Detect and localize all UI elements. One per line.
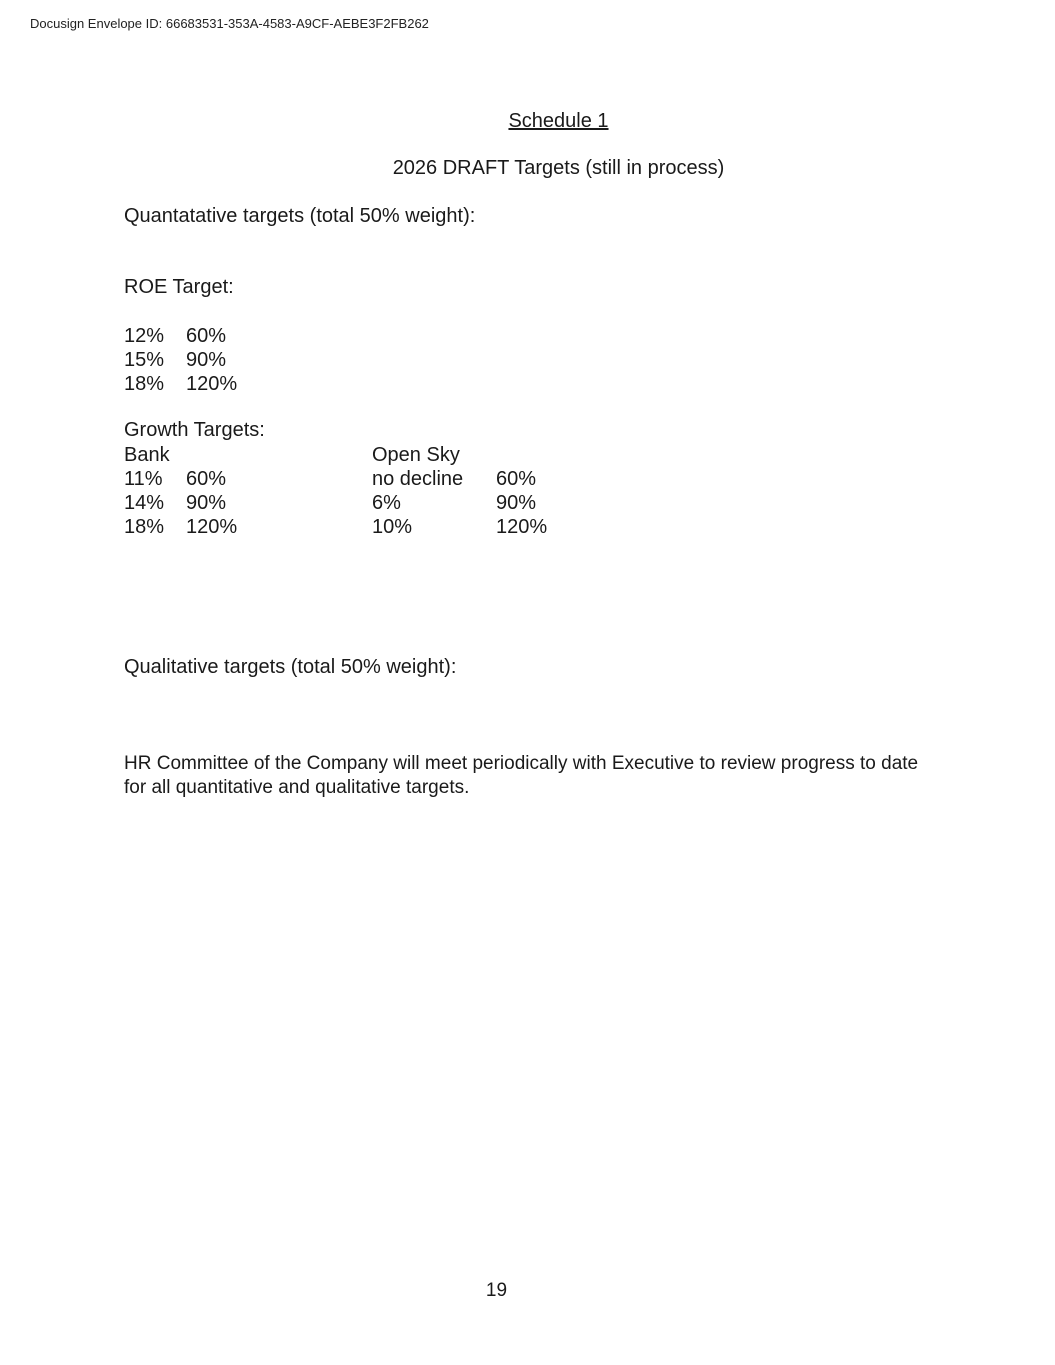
- draft-title: 2026 DRAFT Targets (still in process): [392, 157, 725, 179]
- roe-heading: ROE Target:: [124, 276, 234, 298]
- roe-target: 15%: [124, 349, 165, 371]
- roe-target: 12%: [124, 325, 165, 347]
- open-sky-label: Open Sky: [372, 444, 460, 466]
- bank-label: Bank: [124, 444, 170, 466]
- roe-payout: 90%: [186, 349, 227, 371]
- sky-target: 10%: [372, 516, 413, 538]
- growth-heading: Growth Targets:: [124, 419, 265, 441]
- bank-payout: 120%: [186, 516, 238, 538]
- sky-target: 6%: [372, 492, 401, 514]
- roe-target: 18%: [124, 373, 165, 395]
- quantitative-heading: Quantatative targets (total 50% weight):: [124, 205, 476, 227]
- bank-target: 11%: [124, 468, 163, 490]
- roe-payout: 60%: [186, 325, 227, 347]
- qualitative-heading: Qualitative targets (total 50% weight):: [124, 656, 457, 678]
- roe-payout: 120%: [186, 373, 238, 395]
- sky-target: no decline: [372, 468, 464, 490]
- sky-payout: 60%: [496, 468, 537, 490]
- sky-payout: 120%: [496, 516, 548, 538]
- sky-payout: 90%: [496, 492, 537, 514]
- schedule-title: Schedule 1: [508, 110, 609, 132]
- envelope-id: Docusign Envelope ID: 66683531-353A-4583-A9CF-AEBE3F2FB262: [30, 16, 429, 31]
- bank-target: 18%: [124, 516, 165, 538]
- review-paragraph: HR Committee of the Company will meet periodically with Executive to review progress to date for all quantitative and qualitative targets.: [124, 753, 919, 798]
- bank-payout: 90%: [186, 492, 227, 514]
- bank-payout: 60%: [186, 468, 227, 490]
- bank-target: 14%: [124, 492, 165, 514]
- page-number: 19: [485, 1280, 508, 1301]
